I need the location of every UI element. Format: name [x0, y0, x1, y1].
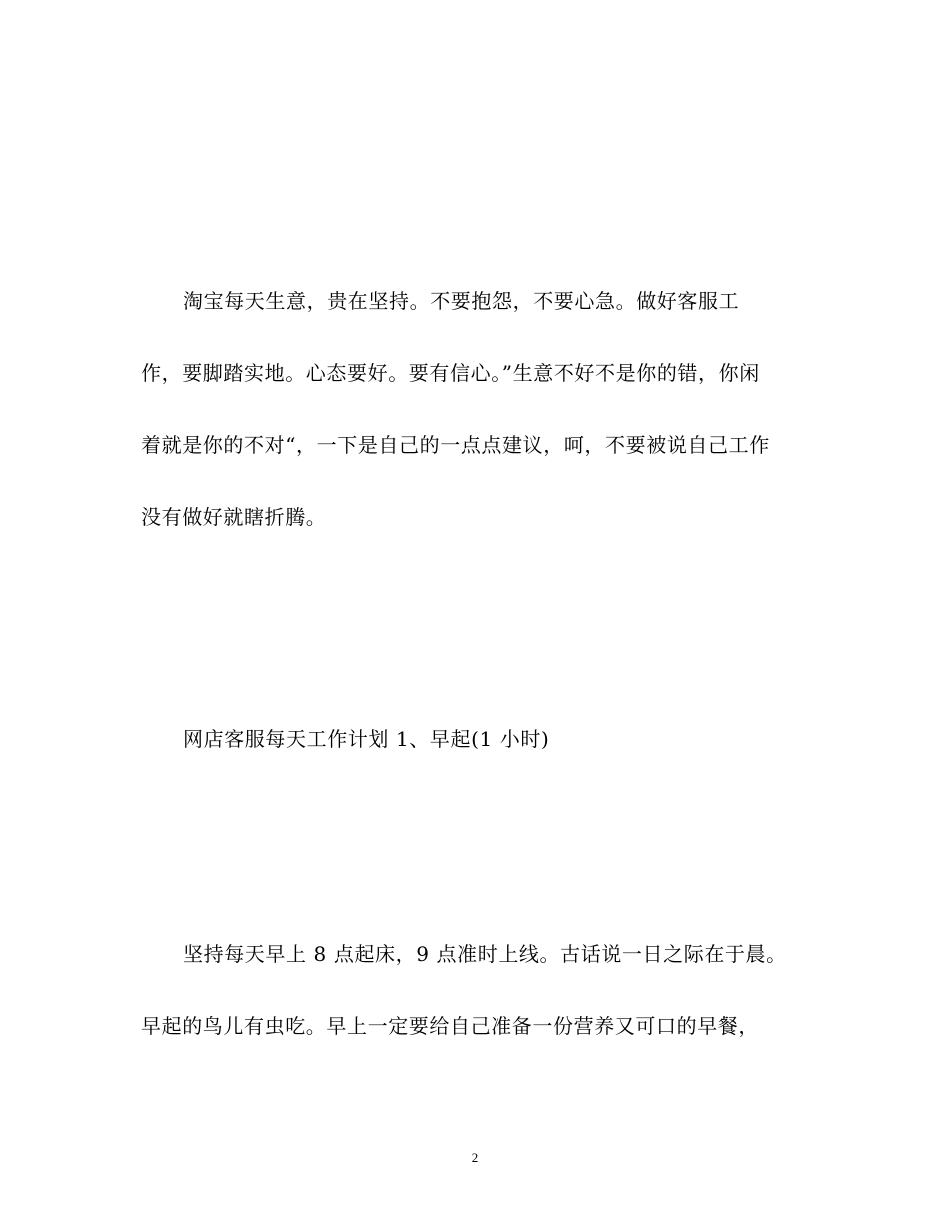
paragraph-1-line-4: 没有做好就瞎折腾。 — [141, 505, 327, 529]
paragraph-3-line-1: 坚持每天早上 8 点起床，9 点准时上线。古话说一日之际在于晨。 — [183, 942, 787, 966]
paragraph-3-line-2: 早起的鸟儿有虫吃。早上一定要给自己准备一份营养又可口的早餐， — [141, 1014, 759, 1038]
section-heading: 网店客服每天工作计划 1、早起(1 小时) — [183, 727, 550, 751]
paragraph-1-line-3: 着就是你的不对“，一下是自己的一点点建议，呵，不要被说自己工作 — [141, 433, 770, 457]
paragraph-1-line-1: 淘宝每天生意，贵在坚持。不要抱怨，不要心急。做好客服工 — [183, 289, 740, 313]
paragraph-1-line-2: 作，要脚踏实地。心态要好。要有信心。”生意不好不是你的错，你闲 — [141, 361, 760, 385]
page-number: 2 — [471, 1150, 479, 1165]
